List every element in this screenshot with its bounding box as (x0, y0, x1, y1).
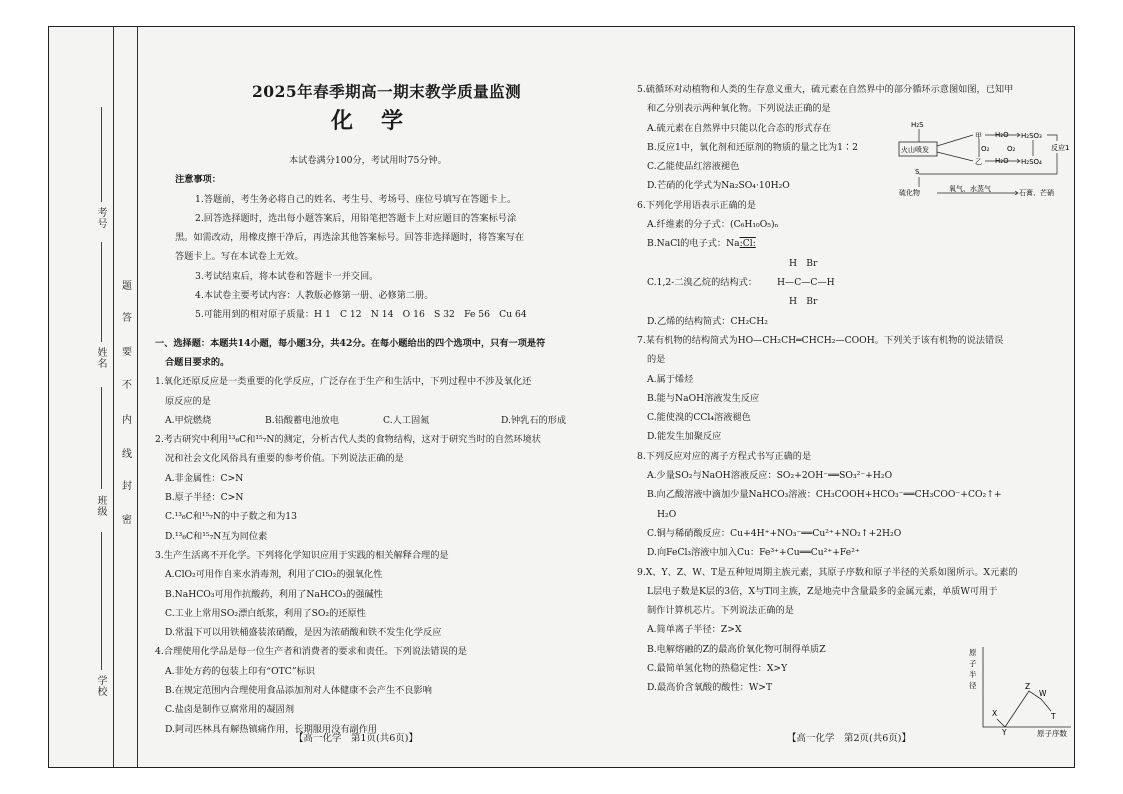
point-t: T (1051, 712, 1056, 721)
q6-b-label: B.NaCl的电子式：Na (647, 238, 740, 250)
seal-char: 封 (122, 481, 132, 492)
seal-char: 题 (122, 281, 132, 292)
q6-option-b[interactable] (637, 234, 1072, 253)
q6-b-chlorine: :Cl: (739, 238, 756, 250)
notice-line: 黑。如需改动，用橡皮擦干净后，再选涂其他答案标号。回答非选择题时，将答案写在 (175, 232, 525, 244)
q4-option-d[interactable]: D.阿司匹林具有解热镇痛作用，长期服用没有副作用 (165, 723, 378, 735)
q8-option-b-cont: H₂O (657, 508, 677, 520)
q2-stem-cont: 况和社会文化风俗具有重要的参考价值。下列说法正确的是 (165, 453, 404, 465)
field-label-name: 姓名 (95, 347, 106, 369)
score-note: 本试卷满分100分，考试用时75分钟。 (289, 155, 447, 166)
q7-option-c[interactable]: C.能使溴的CCl₄溶液褪色 (647, 412, 751, 424)
q3-option-a[interactable]: A.ClO₂可用作自来水消毒剂，利用了ClO₂的强氧化性 (165, 569, 383, 581)
q4-option-a[interactable]: A.非处方药的包装上印有“OTC”标识 (165, 665, 315, 677)
q3-option-d[interactable]: D.常温下可以用铁桶盛装浓硝酸，是因为浓硝酸和铁不发生化学反应 (165, 627, 442, 639)
q1-options (147, 411, 617, 430)
q1-stem: 1.氧化还原反应是一类重要的化学反应，广泛存在于生产和生活中，下列过程中不涉及氧化还 (155, 376, 532, 388)
seal-char: 答 (122, 313, 132, 324)
field-line-school[interactable] (101, 532, 102, 670)
fig-o2a: O₂ (981, 145, 990, 153)
fig-s: S (915, 168, 920, 176)
q1-option-d[interactable]: D.钟乳石的形成 (501, 414, 567, 426)
q6-c-struct-mid: H—C—C—H (777, 276, 835, 288)
q8-stem: 8.下列反应对应的离子方程式书写正确的是 (637, 450, 812, 462)
q2-option-c[interactable]: C.¹³₆C和¹⁵₇N的中子数之和为13 (165, 511, 297, 523)
point-y: Y (1002, 728, 1007, 737)
fig-h2so3: H₂SO₃ (1021, 132, 1042, 140)
y-axis-label-char: 径 (969, 681, 977, 690)
q7-stem-cont: 的是 (647, 354, 666, 366)
notice-line: 5.可能用到的相对原子质量：H 1 C 12 N 14 O 16 S 32 Fe 56 Cu 64 (195, 309, 527, 321)
q6-stem: 6.下列化学用语表示正确的是 (637, 199, 757, 211)
notice-line: 3.考试结束后，将本试卷和答题卡一并交回。 (195, 270, 379, 282)
q8-option-c[interactable]: C.铜与稀硝酸反应：Cu+4H⁺+NO₃⁻══Cu²⁺+NO₂↑+2H₂O (647, 527, 902, 539)
field-label-school: 学校 (95, 675, 106, 697)
q2-stem: 2.考古研究中利用¹³₆C和¹⁵₇N的测定，分析古代人类的食物结构，这对于研究当时的自然环境状 (155, 434, 541, 446)
q3-stem: 3.生产生活离不开化学。下列将化学知识应用于实践的相关解释合理的是 (155, 549, 449, 561)
x-axis-label: 原子序数 (1037, 729, 1067, 738)
q5-stem-cont: 和乙分别表示两种氧化物。下列说法正确的是 (647, 103, 831, 115)
q5-sulfur-cycle-diagram (897, 119, 1075, 199)
exam-title: 2025年春季期高一期末教学质量监测 (252, 82, 522, 101)
q1-option-a[interactable]: A.甲烷燃烧 (165, 414, 212, 426)
fig-sulfide: 硫化物 (899, 189, 920, 197)
q5-option-d[interactable]: D.芒硝的化学式为Na₂SO₄·10H₂O (647, 180, 790, 192)
q2-option-d[interactable]: D.¹³₆C和¹⁵₇N互为同位素 (165, 530, 268, 542)
fig-o2b: O₂ (1007, 145, 1016, 153)
field-label-class: 班级 (95, 495, 106, 517)
q1-stem-cont: 原反应的是 (165, 395, 211, 407)
q8-option-d[interactable]: D.向FeCl₃溶液中加入Cu：Fe³⁺+Cu══Cu²⁺+Fe²⁺ (647, 547, 860, 559)
fig-minerals: 石膏、芒硝 (1019, 189, 1054, 197)
binding-line-outer (113, 27, 114, 767)
seal-char: 密 (122, 515, 132, 526)
fig-air: 氧气、水蒸气 (949, 185, 991, 193)
point-x: X (992, 709, 998, 718)
notice-line: 1.答题前，考生务必将自己的姓名、考生号、考场号、座位号填写在答题卡上。 (195, 193, 517, 205)
q9-option-c[interactable]: C.最简单氢化物的热稳定性：X>Y (647, 663, 788, 675)
notice-line: 2.回答选择题时，选出每小题答案后，用铅笔把答题卡上对应题目的答案标号涂 (195, 212, 517, 224)
q6-option-c[interactable] (637, 254, 1072, 312)
fig-jia: 甲 (975, 132, 982, 140)
q7-option-a[interactable]: A.属于烯烃 (647, 373, 694, 385)
notice-line: 4.本试卷主要考试内容：人教版必修第一册、必修第二册。 (195, 290, 434, 302)
q9-option-b[interactable]: B.电解熔融的Z的最高价氧化物可制得单质Z (647, 643, 826, 655)
q4-option-b[interactable]: B.在规定范围内合理使用食品添加剂对人体健康不会产生不良影响 (165, 685, 432, 697)
q4-option-c[interactable]: C.盐卤是制作豆腐常用的凝固剂 (165, 704, 295, 716)
seal-char: 内 (122, 415, 132, 426)
q5-stem: 5.硫循环对动植物和人类的生存意义重大，硫元素在自然界中的部分循环示意图如图，已知甲 (637, 84, 1014, 95)
seal-char: 要 (122, 347, 132, 358)
y-axis-label-char: 子 (969, 659, 977, 668)
fig-h2ob: H₂O (995, 157, 1009, 165)
fig-h2s: H₂S (911, 121, 924, 129)
q6-c-struct-top: H Br (789, 257, 818, 269)
left-column (147, 151, 617, 739)
q7-option-d[interactable]: D.能发生加聚反应 (647, 431, 722, 443)
y-axis-label-char: 原 (969, 648, 977, 657)
notice-heading: 注意事项： (175, 174, 221, 186)
fig-h2so4: H₂SO₄ (1021, 158, 1042, 166)
fig-volcano: 火山喷发 (901, 146, 929, 154)
footer-page-2: 【高一化学 第2页(共6页)】 (787, 733, 912, 744)
fig-yi: 乙 (975, 158, 982, 166)
q7-option-b[interactable]: B.能与NaOH溶液发生反应 (647, 392, 760, 404)
point-w: W (1039, 689, 1047, 698)
q5-option-a[interactable]: A.硫元素在自然界中只能以化合态的形式存在 (647, 122, 832, 134)
q9-stem-cont: L层电子数是K层的3倍，X与T同主族，Z是地壳中含量最多的金属元素，单质W可用于 (647, 585, 998, 597)
q9-option-d[interactable]: D.最高价含氧酸的酸性：W>T (647, 682, 773, 694)
q1-option-b[interactable]: B.铅酸蓄电池放电 (265, 414, 339, 426)
q2-option-a[interactable]: A.非金属性：C>N (165, 472, 244, 484)
field-line-name[interactable] (101, 242, 102, 342)
fig-h2oa: H₂O (995, 131, 1009, 139)
seal-char: 不 (122, 380, 132, 391)
q8-option-a[interactable]: A.少量SO₂与NaOH溶液反应：SO₂+2OH⁻══SO₃²⁻+H₂O (647, 470, 893, 482)
q6-option-a[interactable]: A.纤维素的分子式：(C₆H₁₀O₅)ₙ (647, 219, 779, 231)
q9-radius-chart (967, 639, 1075, 739)
y-axis-label-char: 半 (969, 670, 977, 679)
subject-title: 化学 (331, 108, 432, 134)
q3-option-b[interactable]: B.NaHCO₃可用作抗酸药，利用了NaHCO₃的强碱性 (165, 588, 383, 600)
q9-stem: 9.X、Y、Z、W、T是五种短周期主族元素，其原子序数和原子半径的关系如图所示。X元素的 (637, 566, 1018, 578)
binding-line-inner (137, 27, 138, 767)
field-label-exam-number: 考号 (95, 207, 106, 229)
notice-line: 答题卡上。写在本试卷上无效。 (175, 251, 304, 263)
q6-c-struct-bottom: H Br (789, 295, 818, 307)
point-z: Z (1025, 682, 1031, 691)
q4-stem: 4.合理使用化学品是每一位生产者和消费者的要求和责任。下列说法错误的是 (155, 646, 467, 658)
q3-option-c[interactable]: C.工业上常用SO₂漂白纸浆，利用了SO₂的还原性 (165, 607, 366, 619)
q1-option-c[interactable]: C.人工固氮 (383, 414, 430, 426)
field-line-class[interactable] (101, 387, 102, 489)
binding-strip (49, 27, 137, 767)
q6-c-label: C.1,2-二溴乙烷的结构式： (647, 276, 758, 288)
footer-page-1: 【高一化学 第1页(共6页)】 (294, 733, 419, 744)
q5-option-c[interactable]: C.乙能使品红溶液褪色 (647, 161, 740, 173)
q2-option-b[interactable]: B.原子半径：C>N (165, 492, 244, 504)
q6-option-d[interactable]: D.乙烯的结构简式：CH₂CH₂ (647, 315, 768, 327)
q5-option-b[interactable]: B.反应1中，氧化剂和还原剂的物质的量之比为1∶2 (647, 141, 858, 153)
section-heading: 一、选择题：本题共14小题，每小题3分，共42分。在每小题给出的四个选项中，只有一项是符 (155, 337, 546, 349)
q9-option-a[interactable]: A.简单离子半径：Z>X (647, 624, 742, 636)
seal-char: 线 (122, 449, 132, 460)
q9-stem-cont: 制作计算机芯片。下列说法正确的是 (647, 605, 794, 617)
section-heading-cont: 合题目要求的。 (165, 356, 230, 368)
fig-react1: 反应1 (1051, 144, 1070, 152)
q8-option-b[interactable]: B.向乙酸溶液中滴加少量NaHCO₃溶液：CH₃COOH+HCO₃⁻══CH₃COO⁻+CO₂↑+ (647, 489, 1002, 501)
field-line-exam-number[interactable] (101, 107, 102, 202)
q7-stem: 7.某有机物的结构简式为HO—CH₂CH═CHCH₂—COOH。下列关于该有机物的说法错误 (637, 334, 1004, 346)
exam-sheet (48, 26, 1075, 768)
